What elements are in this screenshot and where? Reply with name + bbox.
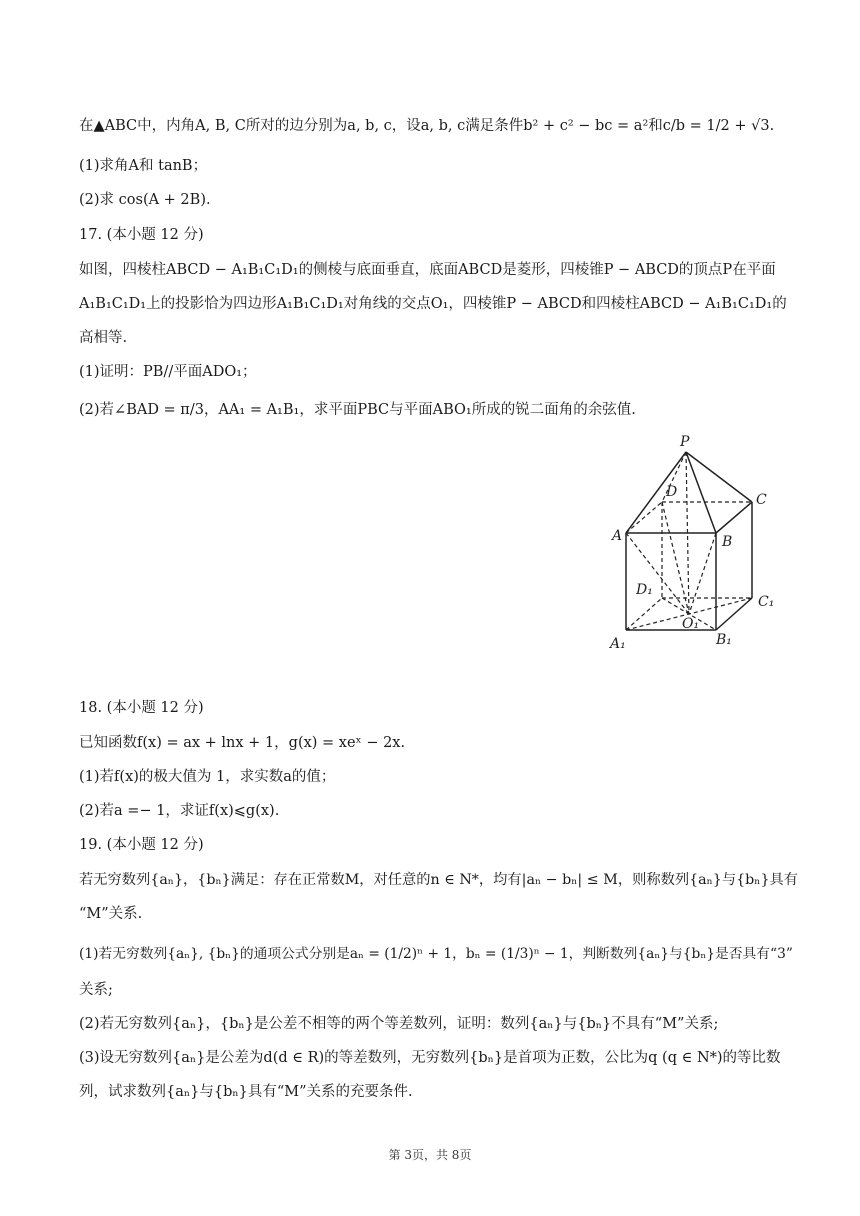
problem17-line3: 高相等. [79,330,128,346]
label-A1: A₁ [610,636,626,652]
problem18-question2: (2)若a =− 1，求证f(x)⩽g(x). [79,803,280,819]
problem19-line2: “M”关系. [79,906,143,922]
problem19-question1b: 关系; [79,982,113,998]
problem19-question1a: (1)若无穷数列{aₙ}, {bₙ}的通项公式分别是aₙ = (1/2)ⁿ + 1，bₙ = (1/3)ⁿ − 1，判断数列{aₙ}与{bₙ}是否具有“3” [79,946,793,962]
problem18-question1: (1)若f(x)的极大值为 1，求实数a的值； [79,769,336,785]
problem16-question1: (1)求角A和 tanB； [79,158,208,174]
problem19-header: 19. (本小题 12 分) [79,837,204,853]
problem19-question3b: 列，试求数列{aₙ}与{bₙ}具有“M”关系的充要条件. [79,1084,413,1100]
edge-B1C1 [716,598,752,630]
label-D1: D₁ [636,582,653,598]
label-B1: B₁ [716,632,732,648]
edge-BC [716,502,752,533]
problem19-question3a: (3)设无穷数列{aₙ}是公差为d(d ∈ R)的等差数列，无穷数列{bₙ}是首项为正数，公比为q (q ∈ N*)的等比数 [79,1050,781,1066]
problem18-header: 18. (本小题 12 分) [79,700,204,716]
prism-pyramid-figure [600,432,790,654]
edge-A1D1 [626,598,662,630]
label-D: D [666,484,678,500]
problem16-question2: (2)求 cos(A + 2B). [79,192,211,208]
label-A: A [612,528,623,544]
page-footer: 第 3页，共 8页 [388,1148,472,1162]
problem17-header: 17. (本小题 12 分) [79,227,204,243]
problem18-line1: 已知函数f(x) = ax + lnx + 1，g(x) = xeˣ − 2x. [79,735,406,751]
edge-BO1 [689,533,716,614]
problem19-question2: (2)若无穷数列{aₙ}，{bₙ}是公差不相等的两个等差数列，证明：数列{aₙ}与{bₙ}不具有“M”关系; [79,1016,719,1032]
problem17-line1: 如图，四棱柱ABCD − A₁B₁C₁D₁的侧棱与底面垂直，底面ABCD是菱形，四棱锥P − ABCD的顶点P在平面 [79,262,776,278]
edge-DO1 [662,502,689,614]
edge-AD [626,502,662,533]
label-C: C [756,492,767,508]
problem17-question1: (1)证明：PB//平面ADO₁； [79,364,257,380]
problem17-question2: (2)若∠BAD = π/3，AA₁ = A₁B₁，求平面PBC与平面ABO₁所成的锐二面角的余弦值. [79,402,636,418]
label-C1: C₁ [758,594,775,610]
label-P: P [680,434,690,450]
problem19-line1: 若无穷数列{aₙ}，{bₙ}满足：存在正常数M，对任意的n ∈ N*，均有|aₙ − bₙ| ≤ M，则称数列{aₙ}与{bₙ}具有 [79,872,799,888]
problem16-intro: 在▲ABC中，内角A, B, C所对的边分别为a, b, c，设a, b, c满足条件b² + c² − bc = a²和c/b = 1/2 + √3. [79,118,775,134]
label-B: B [722,534,733,550]
label-O1: O₁ [682,616,700,632]
problem17-line2: A₁B₁C₁D₁上的投影恰为四边形A₁B₁C₁D₁对角线的交点O₁，四棱锥P − ABCD和四棱柱ABCD − A₁B₁C₁D₁的 [79,296,787,312]
